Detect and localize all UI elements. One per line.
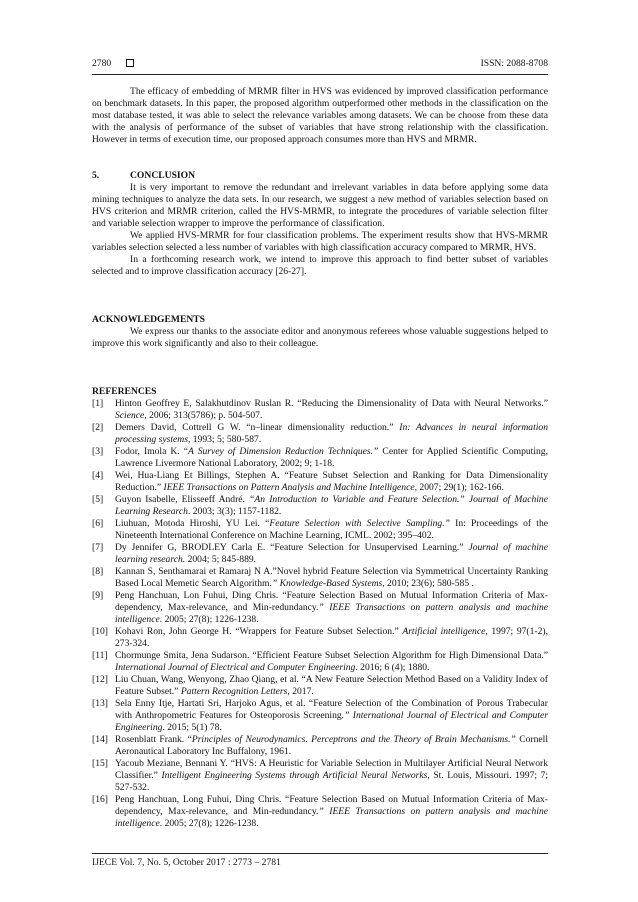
reference-item: [92, 518, 548, 542]
reference-text: Wei, Hua-Liang Et Billings, Stephen A. “Feature Subset Selection and Ranking for Data Dimensionality Reduction.”: [115, 470, 548, 493]
reference-item: [92, 446, 548, 470]
reference-details: , 2017.: [287, 686, 314, 697]
page-number: 2780: [92, 58, 112, 69]
reference-text: Hinton Geoffrey E, Salakhutdinov Ruslan R. “Reducing the Dimensionality of Data with Neural Networks.”: [115, 398, 548, 409]
reference-number: [4]: [92, 470, 104, 481]
reference-item: [92, 422, 548, 446]
reference-text: Kannan S, Senthamarai et Ramaraj N A.”Novel hybrid Feature Selection via Symmetrical Uncertainty Ranking Based Local Memetic Search Algorithm.: [115, 566, 548, 589]
footer-rule: [92, 853, 548, 854]
reference-details: , 2010; 23(6); 580-585 .: [382, 578, 474, 589]
reference-source: ” IEEE Transactions on pattern analysis and machine intelligence: [115, 602, 548, 625]
conclusion-heading: [92, 170, 548, 182]
reference-details: Cornell Aeronautical Laboratory Inc Buffalony, 1961.: [115, 734, 548, 757]
reference-number: [16]: [92, 794, 108, 805]
reference-item: [92, 734, 548, 758]
reference-source: ” IEEE Transactions on pattern analysis and machine intelligence: [115, 806, 548, 829]
reference-number: [6]: [92, 518, 104, 529]
reference-number: [1]: [92, 398, 104, 409]
reference-text: Peng Hanchuan, Long Fuhui, Ding Chris. “Feature Selection Based on Mutual Information Criteria of Max-dependency, Max-relevance, and Min-redundancy.: [115, 794, 548, 817]
header-rule: [92, 74, 548, 75]
reference-text: Fodor, Imola K. “: [115, 446, 188, 457]
reference-source: International Journal of Electrical and Computer Engineering: [115, 662, 356, 673]
conclusion-paragraph-1: It is very important to remove the redundant and irrelevant variables in data before applying some data mining techniques to analyze the data sets. In our research, we suggest a new method of variables selection based on HVS criterion and MRMR criterion, called the HVS-MRMR, to integrate the procedures of variable selection filter and variable selection wrapper to improve the performance of classification.: [92, 182, 548, 229]
reference-details: . 2016; 6 (4); 1880.: [355, 662, 430, 673]
reference-details: 2004; 5; 845-889.: [185, 554, 257, 565]
reference-details: , 2007; 29(1); 162-166.: [414, 482, 504, 493]
conclusion-paragraph-2: We applied HVS-MRMR for four classification problems. The experiment results show that HVS-MRMR variables selection selected a less number of variables with high classification accuracy compared to MRMR, HVS.: [92, 230, 548, 253]
reference-number: [3]: [92, 446, 104, 457]
reference-source: IEEE Transactions on Pattern Analysis and Machine Intelligence: [163, 482, 415, 493]
section-title: CONCLUSION: [130, 170, 196, 181]
acknowledgements-text: We express our thanks to the associate editor and anonymous referees whose valuable suggestions helped to improve this work significantly and also to their colleague.: [92, 326, 548, 349]
reference-source: In: Advances in neural information processing systems: [115, 422, 549, 445]
reference-details: . 2015; 5(1) 78.: [162, 722, 222, 733]
reference-text: Demers David, Cottrell G W. “n–linear dimensionality reduction.”: [115, 422, 400, 433]
reference-text: Liuhuan, Motoda Hiroshi, YU Lei. “: [115, 518, 270, 529]
reference-source: Intelligent Engineering Systems through Artificial Neural Networks: [161, 770, 428, 781]
reference-number: [2]: [92, 422, 104, 433]
reference-text: Dy Jennifer G, BRODLEY Carla E. “Feature Selection for Unsupervised Learning.”: [115, 542, 469, 553]
reference-number: [8]: [92, 566, 104, 577]
page-footer: IJECE Vol. 7, No. 5, October 2017 : 2773 – 2781: [92, 857, 281, 868]
reference-source: Principles of Neurodynamics. Perceptrons and the Theory of Brain Mechanisms.”: [191, 734, 516, 745]
reference-item: [92, 542, 548, 566]
reference-details: . 2005; 27(8); 1226-1238.: [159, 818, 259, 829]
reference-item: [92, 626, 548, 650]
reference-text: Rosenblatt Frank. “: [115, 734, 192, 745]
reference-source: Pattern Recognition Letters: [180, 686, 288, 697]
reference-number: [13]: [92, 698, 108, 709]
reference-text: Sela Enny Itje, Hartati Sri, Harjoko Agus, et al. “Feature Selection of the Combination of Porous Trabecular with Anthropometric Features for Osteoporosis Screening: [115, 698, 548, 721]
reference-text: Chormunge Smita, Jena Sudarson. “Efficient Feature Subset Selection Algorithm for High Dimensional Data.”: [115, 650, 548, 661]
reference-item: [92, 470, 548, 494]
reference-number: [7]: [92, 542, 104, 553]
reference-details: , St. Louis, Missouri. 1997; 7; 527-532.: [115, 770, 549, 793]
section-number: 5.: [92, 170, 100, 181]
reference-text: Kohavi Ron, John George H. “Wrappers for Feature Subset Selection.”: [115, 626, 403, 637]
reference-source: Science: [115, 410, 145, 421]
reference-number: [9]: [92, 590, 104, 601]
reference-item: [92, 566, 548, 590]
page-header: [92, 58, 548, 72]
reference-details: , 1997; 97(1-2), 273-324.: [115, 626, 548, 649]
reference-item: [92, 674, 548, 698]
reference-number: [15]: [92, 758, 108, 769]
reference-details: . 2005; 27(8); 1226-1238.: [159, 614, 259, 625]
reference-source: .” International Journal of Electrical and Computer Engineering: [115, 710, 548, 733]
reference-details: In: Proceedings of the Nineteenth International Conference on Machine Learning, ICML. 2002; 395–402.: [115, 518, 549, 541]
reference-item: [92, 590, 548, 626]
reference-source: A Survey of Dimension Reduction Techniques.”: [187, 446, 379, 457]
reference-source: “An Introduction to Variable and Feature Selection.” Journal of Machine Learning Research: [115, 494, 548, 517]
square-bullet-icon: [126, 59, 134, 67]
reference-number: [10]: [92, 626, 108, 637]
reference-item: [92, 650, 548, 674]
reference-details: , 2006; 313(5786); p. 504-507.: [144, 410, 263, 421]
reference-source: Feature Selection with Selective Sampling.”: [269, 518, 450, 529]
reference-item: [92, 758, 548, 794]
reference-source: ” Knowledge-Based Systems: [271, 578, 383, 589]
reference-item: [92, 698, 548, 734]
conclusion-paragraph-3: In a forthcoming research work, we intend to improve this approach to find better subset of variables selected and to improve classification accuracy [26-27].: [92, 254, 548, 277]
reference-number: [11]: [92, 650, 108, 661]
main-content: [92, 86, 548, 830]
acknowledgements-heading: ACKNOWLEDGEMENTS: [92, 314, 206, 325]
reference-text: Guyon Isabelle, Elisseeff André.: [115, 494, 250, 505]
intro-paragraph: The efficacy of embedding of MRMR filter in HVS was evidenced by improved classification performance on benchmark datasets. In this paper, the proposed algorithm outperformed other methods in the classification on the most database tested, it was able to select the relevance variables among datasets. We can be choose from these data with the analysis of performance of the subset of variables that have strong relationship with the classification. However in terms of execution time, our proposed approach consumes more than HVS and MRMR.: [92, 86, 548, 145]
reference-text: Peng Hanchuan, Lon Fuhui, Ding Chris. “Feature Selection Based on Mutual Information Criteria of Max-dependency, Max-relevance, and Min-redundancy.: [115, 590, 548, 613]
reference-number: [14]: [92, 734, 108, 745]
reference-details: Center for Applied Scientific Computing, Lawrence Livermore National Laboratory, 2002; 9; 1-18.: [115, 446, 549, 469]
reference-list: [92, 398, 548, 830]
reference-item: [92, 494, 548, 518]
reference-text: Liu Chuan, Wang, Wenyong, Zhao Qiang, et al. “A New Feature Selection Method Based on a Validity Index of Feature Subset.”: [115, 674, 548, 697]
reference-details: . 2003; 3(3); 1157-1182.: [187, 506, 282, 517]
reference-number: [12]: [92, 674, 108, 685]
reference-source: Journal of machine learning research.: [115, 542, 548, 565]
reference-item: [92, 794, 548, 830]
journal-issn: ISSN: 2088-8708: [480, 58, 548, 69]
reference-number: [5]: [92, 494, 104, 505]
reference-text: Yacoub Meziane, Bennani Y. “HVS: A Heuristic for Variable Selection in Multilayer Artificial Neural Network Classifier.”: [115, 758, 548, 781]
reference-item: [92, 398, 548, 422]
references-heading: REFERENCES: [92, 386, 157, 397]
reference-details: , 1993; 5; 580-587.: [187, 434, 262, 445]
reference-source: Artificial intelligence: [402, 626, 486, 637]
